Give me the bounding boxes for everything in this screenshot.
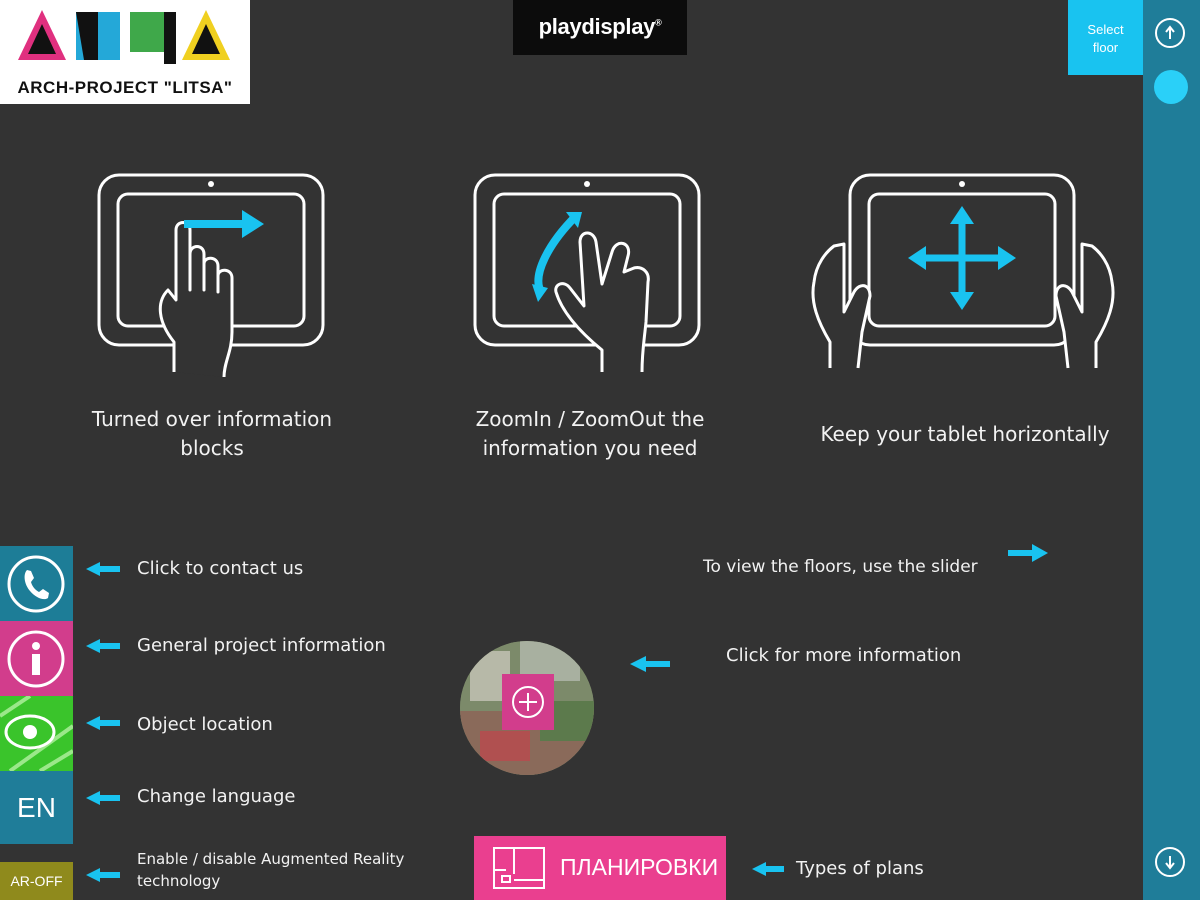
location-label: Object location — [137, 714, 273, 735]
info-button[interactable] — [0, 621, 73, 696]
gesture-caption-zoom — [440, 405, 740, 463]
language-label: Change language — [137, 786, 296, 807]
gesture-caption-line: blocks — [180, 436, 244, 460]
gesture-caption-line: information you need — [482, 436, 698, 460]
logo-graphic — [14, 8, 234, 66]
select-floor-line2: floor — [1092, 39, 1119, 55]
arrow-left-icon — [752, 862, 784, 876]
horizontal-tablet-icon — [808, 172, 1118, 372]
select-floor-button[interactable] — [1068, 0, 1143, 75]
floor-down-button[interactable] — [1155, 847, 1185, 877]
arrow-left-icon — [86, 868, 120, 882]
plans-hint: Types of plans — [796, 858, 924, 879]
arrow-left-icon — [86, 791, 120, 805]
brand-mark: ® — [655, 17, 662, 28]
arrow-left-icon — [630, 656, 670, 672]
ar-label-line2: technology — [137, 872, 221, 890]
more-info-hint: Click for more information — [726, 645, 962, 666]
logo-text: ARCH-PROJECT "LITSA" — [17, 78, 233, 97]
zoom-gesture-icon — [472, 172, 704, 382]
location-button[interactable] — [0, 696, 73, 771]
plus-circle-icon — [502, 674, 554, 730]
arrow-right-icon — [1008, 544, 1048, 562]
arrow-left-icon — [86, 639, 120, 653]
language-code: EN — [17, 792, 56, 823]
project-logo — [0, 0, 250, 104]
brand-badge — [513, 0, 687, 55]
plans-label: ПЛАНИРОВКИ — [560, 854, 719, 880]
arrow-left-icon — [86, 716, 120, 730]
brand-name: playdisplay® — [538, 14, 662, 39]
swipe-gesture-icon — [96, 172, 328, 382]
gesture-caption-horizontal — [800, 420, 1130, 449]
floor-plan-icon — [492, 846, 546, 890]
info-icon — [0, 621, 73, 696]
arrow-left-icon — [86, 562, 120, 576]
ar-toggle-button[interactable]: AR-OFF — [0, 862, 73, 900]
slider-hint: To view the floors, use the slider — [703, 557, 978, 577]
more-info-thumbnail[interactable] — [460, 641, 594, 775]
gesture-caption-swipe — [62, 405, 362, 463]
gesture-caption-line: ZoomIn / ZoomOut the — [475, 407, 705, 431]
gesture-caption-line: Keep your tablet horizontally — [820, 422, 1110, 446]
info-label: General project information — [137, 635, 386, 656]
map-location-icon — [0, 696, 73, 771]
ar-label-line1: Enable / disable Augmented Reality — [137, 850, 405, 868]
floor-up-button[interactable] — [1155, 18, 1185, 48]
arrow-down-icon — [1157, 849, 1183, 875]
floor-slider-rail[interactable] — [1143, 0, 1200, 900]
language-button[interactable] — [0, 771, 73, 844]
gesture-caption-line: Turned over information — [91, 407, 333, 431]
phone-icon — [0, 546, 73, 621]
contact-button[interactable] — [0, 546, 73, 621]
select-floor-line1: Select — [1087, 21, 1124, 37]
arrow-up-icon — [1157, 20, 1183, 46]
ar-label — [137, 848, 404, 892]
plans-button[interactable] — [474, 836, 726, 900]
floor-slider-knob[interactable] — [1154, 70, 1188, 104]
more-info-button[interactable] — [502, 674, 554, 730]
contact-label: Click to contact us — [137, 558, 304, 579]
